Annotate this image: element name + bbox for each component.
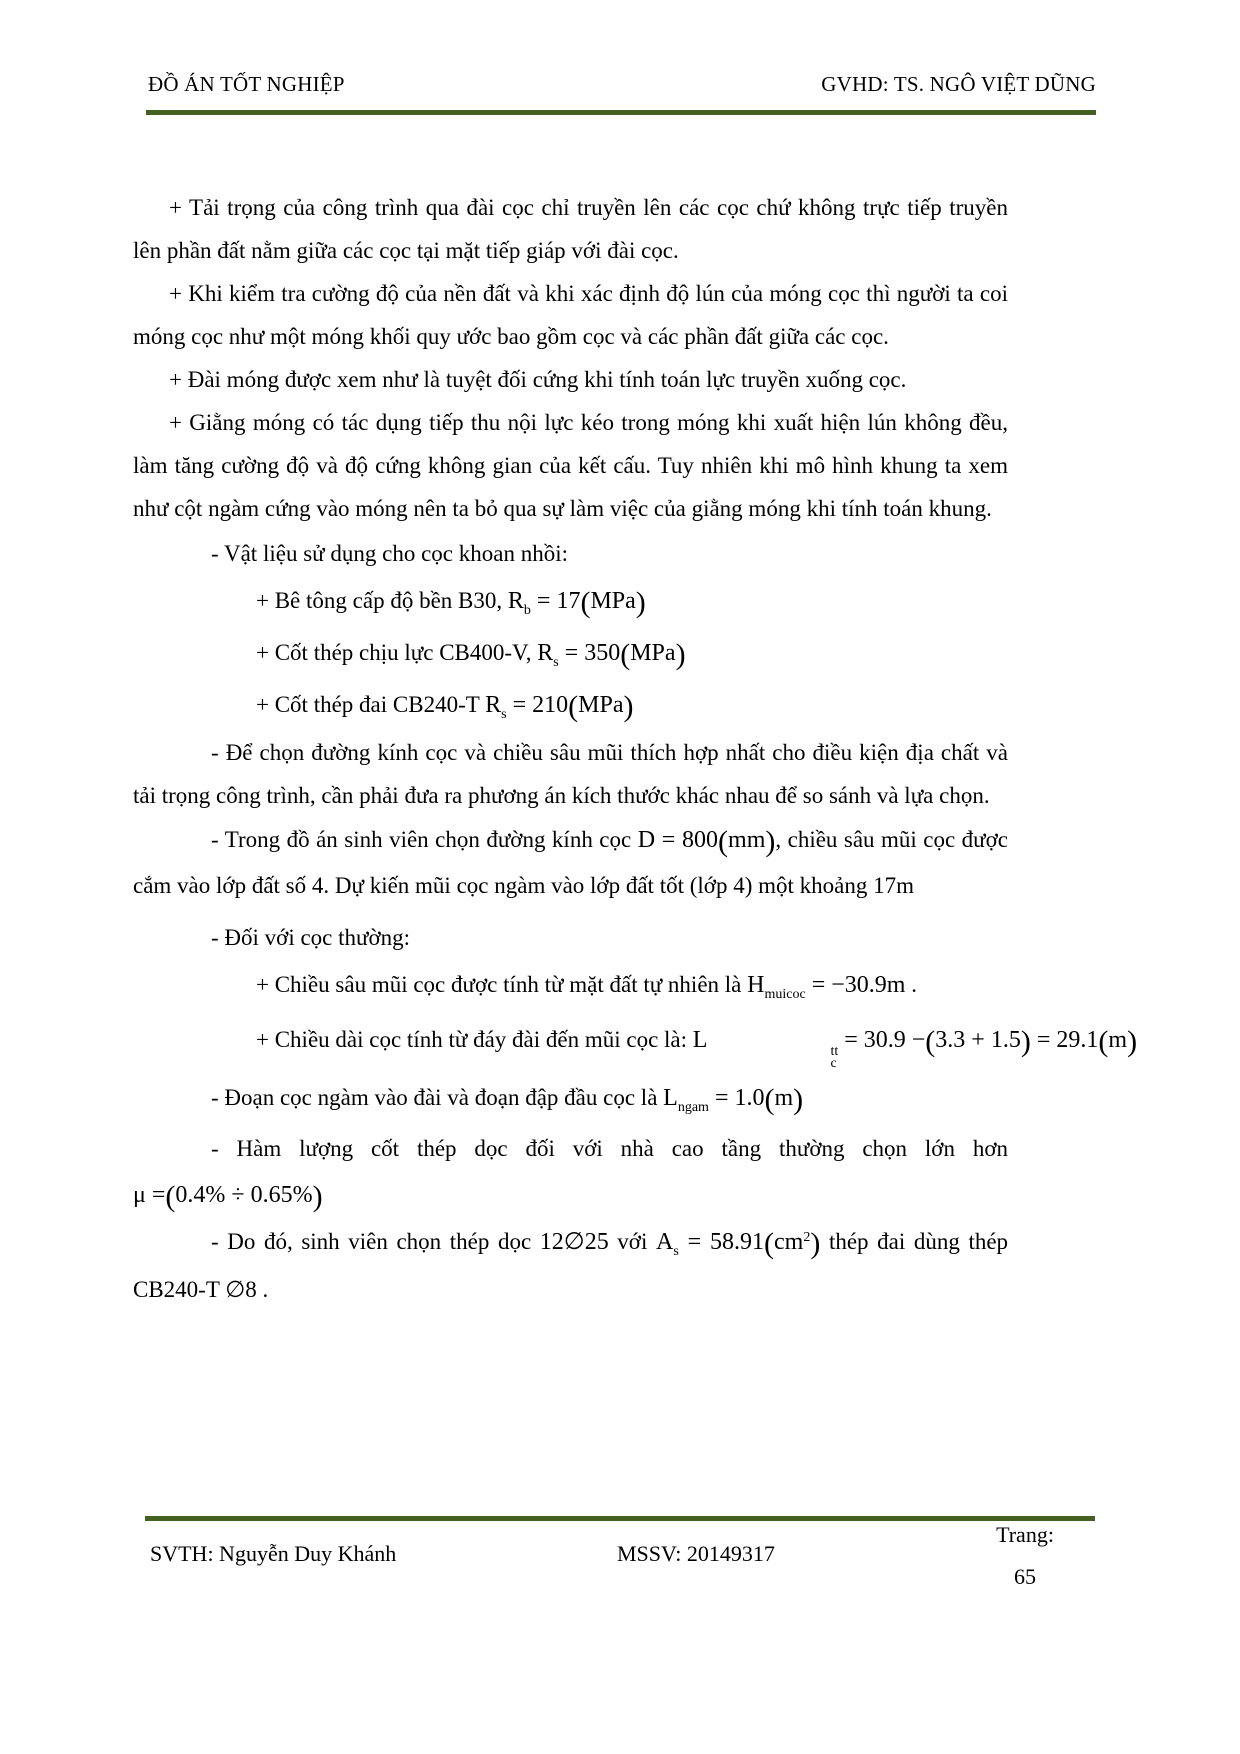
- formula-rs-main: $R_s = 350(MPa)$: [537, 638, 686, 671]
- page-header: [148, 72, 1096, 97]
- material-concrete-text: + Bê tông cấp độ bền B30,: [256, 588, 503, 613]
- material-steel-main-line: [133, 627, 1008, 679]
- rebar-pre: - Do đó, sinh viên chọn thép dọc: [211, 1229, 532, 1254]
- pile-embed-text: - Đoạn cọc ngàm vào đài và đoạn đập đầu cọc là: [211, 1085, 658, 1110]
- header-title-left: ĐỒ ÁN TỐT NGHIỆP: [148, 72, 345, 96]
- pile-length-line: [133, 1011, 1138, 1071]
- formula-rb: $R_b = 17(MPa)$: [507, 586, 646, 619]
- formula-diameter: D = 800(mm): [637, 825, 776, 858]
- material-concrete-line: [133, 575, 1008, 627]
- formula-as: $A_s = 58.91(cm^2)$: [655, 1227, 821, 1260]
- material-steel-stirrup-text: + Cốt thép đai CB240-T: [256, 692, 480, 717]
- footer-page-number: 65: [1014, 1564, 1036, 1589]
- paragraph-material-intro: - Vật liệu sử dụng cho cọc khoan nhồi:: [211, 541, 568, 566]
- footer-page-label: Trang:: [996, 1522, 1054, 1547]
- steel-ratio-text: - Hàm lượng cốt thép dọc đối với nhà cao tầng thường chọn lớn hơn: [211, 1136, 1008, 1161]
- material-steel-stirrup-line: [133, 679, 1008, 731]
- material-steel-main-text: + Cốt thép chịu lực CB400-V,: [256, 640, 532, 665]
- pile-length-text: + Chiều dài cọc tính từ đáy đài đến mũi cọc là:: [256, 1027, 688, 1052]
- choose-diameter-pre: - Trong đồ án sinh viên chọn đường kính cọc: [211, 827, 632, 852]
- formula-rs-stirrup: $R_s = 210(MPa)$: [485, 690, 634, 723]
- footer-student-id: MSSV: 20149317: [617, 1541, 775, 1566]
- pile-depth-end: .: [911, 972, 917, 997]
- pile-embed-line: [133, 1070, 1008, 1126]
- choose-diameter-post: , chiều sâu mũi cọc được cắm vào lớp đất số 4. Dự kiến mũi cọc ngàm vào lớp đất tốt (lớp 4) một khoảng 17m: [133, 827, 1009, 898]
- document-body: [133, 186, 1138, 1314]
- paragraph-tie-beam: + Giằng móng có tác dụng tiếp thu nội lực kéo trong móng khi xuất hiện lún không đều, làm tăng cường độ và độ cứng không gian của kết cấu. Tuy nhiên khi mô hình khung ta xem như cột ngàm cứng vào móng nên ta bỏ qua sự làm việc của giằng móng khi tính toán khung.: [133, 410, 1008, 521]
- footer-page-block: [975, 1522, 1075, 1590]
- formula-mu: μ =(0.4% ÷ 0.65%): [133, 1180, 323, 1213]
- paragraph-diameter-intro: - Để chọn đường kính cọc và chiều sâu mũi thích hợp nhất cho điều kiện địa chất và tải trọng công trình, cần phải đưa ra phương án kích thước khác nhau để so sánh và lựa chọn.: [133, 740, 1008, 808]
- rebar-count: 12∅25: [539, 1229, 609, 1255]
- rebar-mid: với: [617, 1229, 648, 1254]
- paragraph-strength-check: + Khi kiểm tra cường độ của nền đất và khi xác định độ lún của móng cọc thì người ta coi móng cọc như một móng khối quy ước bao gồm cọc và các phần đất giữa các cọc.: [133, 281, 1008, 349]
- formula-lngam: $L_{ngam} = 1.0(m)$: [663, 1083, 804, 1116]
- paragraph-normal-pile: - Đối với cọc thường:: [211, 925, 411, 950]
- paragraph-steel-ratio: [133, 1126, 1008, 1218]
- header-rule: [146, 110, 1096, 115]
- paragraph-rebar-choice: [133, 1218, 1008, 1314]
- paragraph-rigid-cap: + Đài móng được xem như là tuyệt đối cứng khi tính toán lực truyền xuống cọc.: [169, 367, 907, 392]
- formula-length: L tt c = 30.9 −(3.3 + 1.5) = 29.1(m): [692, 1025, 1138, 1071]
- paragraph-choose-diameter: [133, 817, 1008, 909]
- pile-depth-text: + Chiều sâu mũi cọc được tính từ mặt đất tự nhiên là: [256, 972, 742, 997]
- header-title-right: GVHD: TS. NGÔ VIỆT DŨNG: [821, 72, 1096, 96]
- footer-rule: [145, 1516, 1095, 1521]
- paragraph-load-transfer: + Tải trọng của công trình qua đài cọc chỉ truyền lên các cọc chứ không trực tiếp truyền lên phần đất nằm giữa các cọc tại mặt tiếp giáp với đài cọc.: [133, 195, 1008, 263]
- formula-hmuicoc: $H_{muicoc} = -30.9m$: [747, 972, 906, 1002]
- pile-depth-line: [133, 959, 1008, 1011]
- footer-student-name: SVTH: Nguyễn Duy Khánh: [150, 1541, 397, 1566]
- rebar-post: thép đai dùng thép CB240-T ∅8 .: [133, 1229, 1009, 1302]
